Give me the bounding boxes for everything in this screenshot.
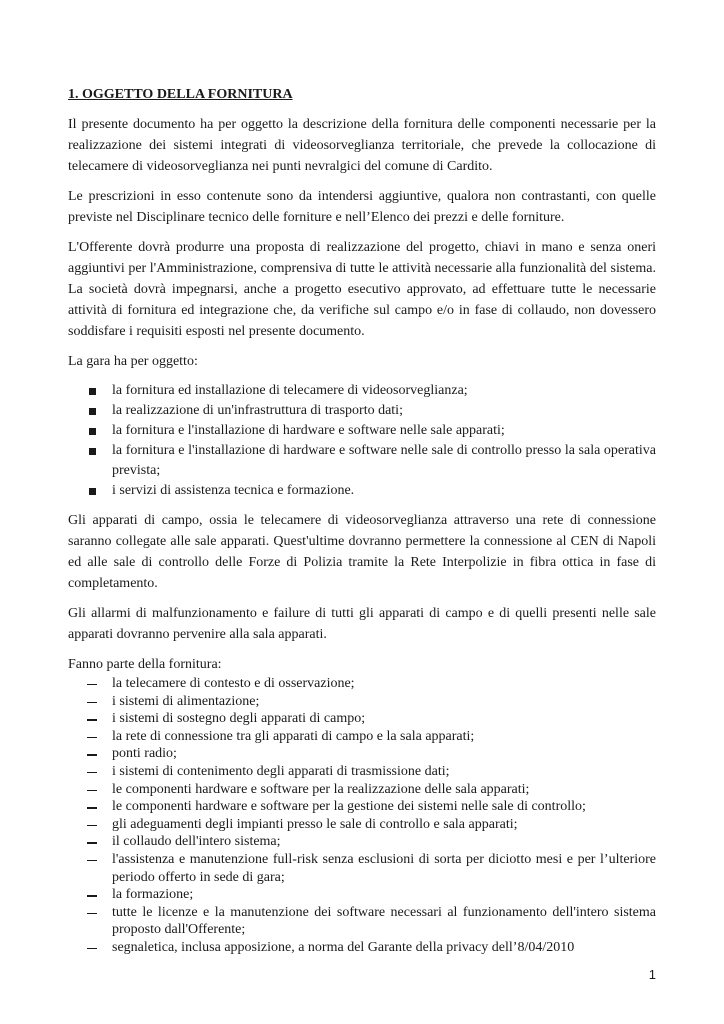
list-item-text: la formazione; bbox=[112, 887, 194, 903]
list-item-text: gli adeguamenti degli impianti presso le sale di controllo e sala apparati; bbox=[112, 816, 518, 832]
list-item bbox=[68, 904, 656, 939]
list-item-text: l'assistenza e manutenzione full-risk senza esclusioni di sorta per diciotto mesi e per l’ulteriore periodo offerto in sede di gara; bbox=[112, 851, 656, 885]
list-item-text: la fornitura e l'installazione di hardware e software nelle sale apparati; bbox=[112, 423, 505, 438]
list-item bbox=[68, 781, 656, 799]
list-item bbox=[68, 851, 656, 886]
dash-bullet-icon bbox=[87, 895, 97, 896]
dash-bullet-icon bbox=[87, 948, 97, 949]
gara-list bbox=[68, 381, 656, 501]
list-item-text: i sistemi di contenimento degli apparati di trasmissione dati; bbox=[112, 763, 450, 779]
square-bullet-icon bbox=[89, 388, 96, 395]
paragraph-offerente: L'Offerente dovrà produrre una proposta di realizzazione del progetto, chiavi in mano e senza oneri aggiuntivi per l'Amministrazione, comprensiva di tutte le attività necessarie alla funzionalità del sistema. La società dovrà impegnarsi, anche a progetto esecutivo approvato, ad effettuare tutte le necessarie attività di fornitura ed integrazione che, da verifiche sul campo e/o in fase di collaudo, non dovessero soddisfare i requisiti esposti nel presente documento. bbox=[68, 240, 656, 339]
square-bullet-icon bbox=[89, 488, 96, 495]
square-bullet-icon bbox=[89, 428, 96, 435]
list-item bbox=[68, 886, 656, 904]
dash-bullet-icon bbox=[87, 842, 97, 843]
list-item-text: la telecamere di contesto e di osservazione; bbox=[112, 676, 355, 691]
dash-bullet-icon bbox=[87, 790, 97, 791]
list-item bbox=[68, 441, 656, 481]
paragraph-gara-intro: La gara ha per oggetto: bbox=[68, 354, 198, 369]
list-item-text: le componenti hardware e software per la realizzazione delle sala apparati; bbox=[112, 781, 530, 797]
square-bullet-icon bbox=[89, 448, 96, 455]
list-item bbox=[68, 939, 656, 957]
dash-bullet-icon bbox=[87, 825, 97, 826]
list-item-text: tutte le licenze e la manutenzione dei software necessari al funzionamento dell'intero sistema proposto dall'Offerente; bbox=[112, 904, 656, 938]
list-item bbox=[68, 421, 656, 441]
list-item bbox=[68, 816, 656, 834]
list-item-text: la fornitura e l'installazione di hardware e software nelle sale di controllo presso la sala operativa prevista; bbox=[112, 443, 656, 478]
dash-bullet-icon bbox=[87, 860, 97, 861]
paragraph-intro: Il presente documento ha per oggetto la descrizione della fornitura delle componenti necessarie per la realizzazione dei sistemi integrati di videosorveglianza territoriale, che prevede la collocazione di telecamere di videosorveglianza nei punti nevralgici del comune di Cardito. bbox=[68, 117, 656, 174]
paragraph-prescrizioni: Le prescrizioni in esso contenute sono da intendersi aggiuntive, qualora non contrastanti, con quelle previste nel Disciplinare tecnico delle forniture e nell’Elenco dei prezzi e delle forniture. bbox=[68, 189, 656, 225]
list-item bbox=[68, 710, 656, 728]
paragraph-apparati: Gli apparati di campo, ossia le telecamere di videosorveglianza attraverso una rete di connessione saranno collegate alle sale apparati. Quest'ultime dovranno permettere la connessione al CEN di Napoli ed alle sale di controllo delle Forze di Polizia tramite la Rete Interpolizie in fibra ottica in fase di completamento. bbox=[68, 513, 656, 591]
list-item bbox=[68, 381, 656, 401]
page-number: 1 bbox=[648, 967, 656, 982]
list-item-text: i sistemi di alimentazione; bbox=[112, 693, 260, 709]
list-item bbox=[68, 675, 656, 693]
list-item-text: la fornitura ed installazione di telecamere di videosorveglianza; bbox=[112, 383, 468, 398]
dash-bullet-icon bbox=[87, 702, 97, 703]
fornitura-list bbox=[68, 675, 656, 957]
list-item-text: le componenti hardware e software per la gestione dei sistemi nelle sale di controllo; bbox=[112, 799, 586, 815]
dash-bullet-icon bbox=[87, 754, 97, 755]
section-heading: 1. OGGETTO DELLA FORNITURA bbox=[68, 87, 293, 102]
dash-bullet-icon bbox=[87, 684, 97, 685]
list-item-text: la rete di connessione tra gli apparati di campo e la sala apparati; bbox=[112, 728, 475, 744]
list-item bbox=[68, 401, 656, 421]
square-bullet-icon bbox=[89, 408, 96, 415]
list-item-text: la realizzazione di un'infrastruttura di trasporto dati; bbox=[112, 403, 403, 418]
list-item bbox=[68, 763, 656, 781]
dash-bullet-icon bbox=[87, 719, 97, 720]
list-item bbox=[68, 728, 656, 746]
list-item bbox=[68, 693, 656, 711]
paragraph-allarmi: Gli allarmi di malfunzionamento e failure di tutti gli apparati di campo e di quelli presenti nelle sale apparati dovranno pervenire alla sala apparati. bbox=[68, 606, 656, 642]
dash-bullet-icon bbox=[87, 807, 97, 808]
dash-bullet-icon bbox=[87, 913, 97, 914]
list-item bbox=[68, 833, 656, 851]
list-item-text: i servizi di assistenza tecnica e formazione. bbox=[112, 483, 355, 498]
list-item-text: i sistemi di sostegno degli apparati di campo; bbox=[112, 711, 366, 727]
dash-bullet-icon bbox=[87, 737, 97, 738]
list-item bbox=[68, 481, 656, 501]
list-item-text: segnaletica, inclusa apposizione, a norma del Garante della privacy dell’8/04/2010 bbox=[112, 939, 575, 955]
paragraph-fornitura-intro: Fanno parte della fornitura: bbox=[68, 657, 222, 672]
list-item bbox=[68, 745, 656, 763]
list-item-text: il collaudo dell'intero sistema; bbox=[112, 834, 281, 850]
document-body bbox=[68, 85, 656, 957]
dash-bullet-icon bbox=[87, 772, 97, 773]
list-item bbox=[68, 798, 656, 816]
list-item-text: ponti radio; bbox=[112, 746, 177, 762]
